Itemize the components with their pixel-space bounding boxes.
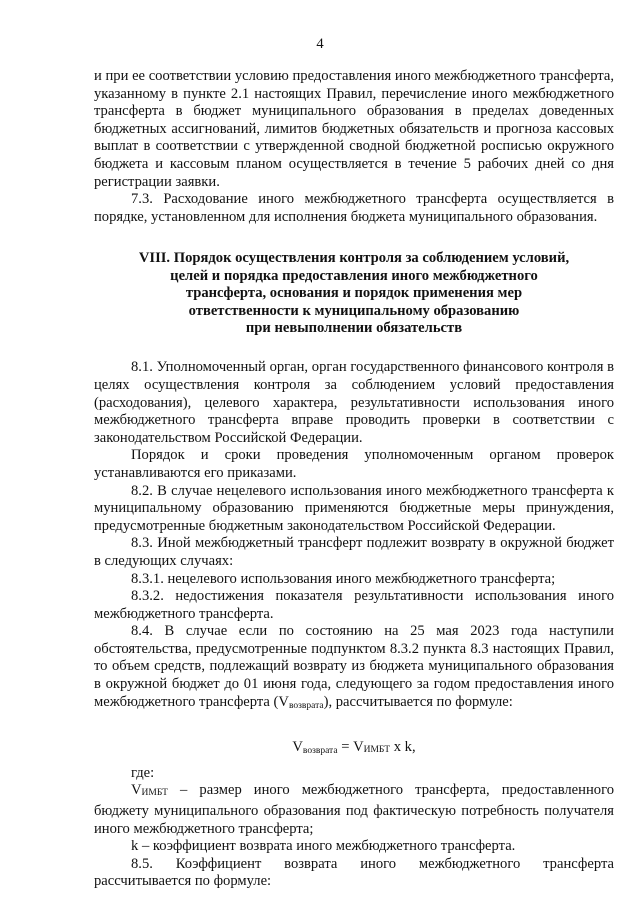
section-heading-line: ответственности к муниципальному образованию xyxy=(188,302,520,319)
definition-v-imbt xyxy=(94,782,614,838)
return-formula xyxy=(94,739,614,761)
formula-tail: x k, xyxy=(390,739,416,756)
definition-subscript: ИМБТ xyxy=(141,788,168,799)
formula-right-subscript: ИМБТ xyxy=(363,745,391,756)
paragraph-8-1: 8.1. Уполномоченный орган, орган государственного финансового контроля в целях осуществления контроля за соблюдением условий предоставления (расходования), целевого характера, результативности использования иного межбюджетного трансферта вправе проводить проверки в соответствии с законодательством Российской Федерации. xyxy=(94,359,614,446)
paragraph-7-3: 7.3. Расходование иного межбюджетного трансферта осуществляется в порядке, установленном для исполнения бюджета муниципального образования. xyxy=(94,191,614,225)
formula-equals: = V xyxy=(337,739,364,756)
definition-k: k – коэффициент возврата иного межбюджетного трансферта. xyxy=(131,838,516,855)
section-heading-line: при невыполнении обязательств xyxy=(245,319,463,336)
document-body xyxy=(94,68,614,891)
paragraph-8-3: 8.3. Иной межбюджетный трансферт подлежит возврату в окружной бюджет в следующих случаях: xyxy=(94,535,614,569)
paragraph-8-3-2: 8.3.2. недостижения показателя результативности использования иного межбюджетного трансферта. xyxy=(94,588,614,622)
section-heading-line: трансферта, основания и порядок применения мер xyxy=(185,285,523,302)
paragraph-8-4-text: 8.4. В случае если по состоянию на 25 мая 2023 года наступили обстоятельства, предусмотренные подпунктом 8.3.2 пункта 8.3 настоящих Правил, то объем средств, подлежащий возврату из бюджета муниципального образования в окружной бюджет до 01 июня года, следующего за годом предоставления иного межбюджетного трансферта (V xyxy=(94,623,614,710)
section-heading xyxy=(94,250,614,337)
paragraph-8-3-1: 8.3.1. нецелевого использования иного межбюджетного трансферта; xyxy=(131,570,556,587)
paragraph-8-4 xyxy=(94,623,614,715)
definition-var: V xyxy=(131,782,142,799)
paragraph-8-4-tail: ), рассчитывается по формуле: xyxy=(323,693,513,710)
formula-left-var: V xyxy=(292,739,303,756)
paragraph-continuation: и при ее соответствии условию предоставления иного межбюджетного трансферта, указанному в пункте 2.1 настоящих Правил, перечисление иного межбюджетного трансферта в бюджет муниципального образования в пределах доведенных бюджетных ассигнований, лимитов бюджетных обязательств и прогноза кассовых выплат в соответствии с утвержденной сводной бюджетной росписью окружного бюджета и кассовым планом осуществляется в течение 5 рабочих дней со дня регистрации заявки. xyxy=(94,68,614,190)
subscript-vozvrata: возврата xyxy=(288,700,324,711)
paragraph-8-2: 8.2. В случае нецелевого использования иного межбюджетного трансферта к муниципальному образованию применяются бюджетные меры принуждения, предусмотренные бюджетным законодательством Российской Федерации. xyxy=(94,482,614,534)
section-heading-line: VIII. Порядок осуществления контроля за соблюдением условий, xyxy=(138,250,570,267)
paragraph-8-5: 8.5. Коэффициент возврата иного межбюджетного трансферта рассчитывается по формуле: xyxy=(94,855,614,890)
formula-left-subscript: возврата xyxy=(302,746,338,757)
section-heading-line: целей и порядка предоставления иного межбюджетного xyxy=(170,267,538,284)
where-label: где: xyxy=(131,764,155,781)
definition-text: – размер иного межбюджетного трансферта, предоставленного бюджету муниципального образования под фактическую потребность получателя иного межбюджетного трансферта; xyxy=(94,782,614,837)
page-number: 4 xyxy=(316,36,324,52)
paragraph-8-1-procedure: Порядок и сроки проведения уполномоченным органом проверок устанавливаются его приказами. xyxy=(94,447,614,481)
